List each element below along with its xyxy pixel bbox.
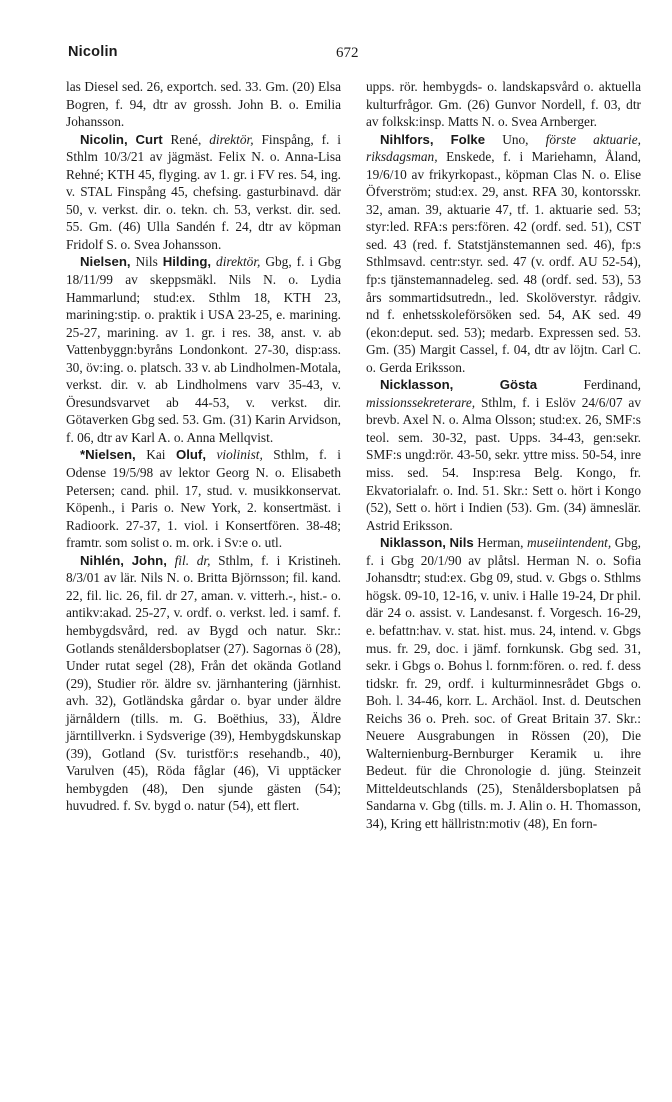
entry-surname: Nicklasson, (380, 377, 454, 393)
entry-text: upps. rör. hembygds- o. landskapsvård o. aktuella kulturfrågor. Gm. (26) Gunvor Nordell, f. 03, dtr av folksk:insp. Matts N. o. Svea Arnberger. (366, 79, 641, 130)
entry-title: direktör, (209, 131, 254, 147)
entry-nihlfors-folke (366, 131, 641, 377)
entry-continuation (66, 78, 341, 131)
entry-text: Enskede, f. i Mariehamn, Åland, 19/6/10 av frikyrkopast., köpman Clas N. o. Elise Öfverström; stud:ex. 29, anst. RFA 30, kontorsskr. 32, aman. 39, aktuarie 47, tf. 1. aktuarie sed. 53; styr:led. RFA:s pers:fören. 42 (ordf. sed. 51), CST sed. 43 (red. f. Statstjänstemannen sed. 46), fp:s Sthlmsavd. centr:styr. sed. 47 (v. ordf. AU 52-54), fp:s tjänstemannadeleg. sed. 48 (ordf. sed. 53), 53 års sommartidsutredn., led. Skolöverstyr. rådgiv. nd f. enhetsskoleförsöken sed. 54, AK sed. 49 (ekon:deput. sed. 53); medarb. Expressen sed. 53. Gm. (35) Margit Cassel, f. 04, dtr av löjtn. Carl C. o. Gerda Eriksson. (366, 149, 641, 375)
entry-text: las Diesel sed. 26, exportch. sed. 33. Gm. (20) Elsa Bogren, f. 94, dtr av grossh. John B. o. Emilia Johansson. (66, 79, 341, 130)
entry-given-rest: René, (162, 131, 210, 147)
entry-given-rest: Uno, (485, 131, 546, 147)
entry-title: violinist, (216, 447, 263, 463)
entry-text: Sthlm, f. i Eslöv 24/6/07 av brevb. Axel N. o. Alma Olsson; stud:ex. 26, SMF:s teol. sem. 30-32, past. Upps. 34-43, gen:sekr. SMF:s ungd:rör. 43-50, sekr. yttre miss. 50-54, inre miss. sed. 54. Insp:resa Belg. Kongo, fr. Ekvatorialafr. o. Ind. 51. Skr.: Sett o. hört i Kongo (52), Sett o. hört i Indien (53). Gm. (34) ämneslär. Astrid Eriksson. (366, 394, 641, 533)
entry-text: Gbg, f. i Gbg 20/1/90 av plåtsl. Herman N. o. Sofia Johansdtr; stud:ex. Gbg 09, stud. v. Gbgs o. Sthlms högsk. 09-10, 12-16, v. univ. i Halle 19-24, Dr phil. där 24 o. assist. v. Landesanst. f. Vorgesch. 16-29, e. befattn:hav. v. stat. hist. mus. 24, intend. v. Gbgs mus. fr. 29, doc. i jämf. fornkunsk. Gbg sed. 31, sekr. i Gbgs o. Bohus l. fornm:fören. o. red. f. dess tidskr. fr. 29, ordf. i kulturminnesrådet Gbgs o. Boh. l. 34-46, korr. L. Archäol. Inst. d. Deutschen Reichs 36 o. Preh. soc. of Great Britain 37. Skr.: Neuere Ausgrabungen in Rössen (20), Die Walternienburg-Bernburger Keramik u. ihre Bedeut. für die Chronologie d. jüng. Steinzeit Mitteldeutschlands (25), Stenåldersboplatsen på Sandarna v. Gbg (tills. m. J. Alin o. H. Thomasson, 34), Kring ett hällristn:motiv (48), En forn- (366, 535, 642, 831)
entry-nielsen-hilding (66, 253, 341, 446)
entry-text: Sthlm, f. i Kristineh. 8/3/01 av lär. Nils N. o. Britta Björnsson; fil. kand. 22, fil. lic. 26, fil. dr 27, aman. v. vitterh.-, hist.- o. antikv:akad. 25-27, v. ordf. o. verkst. led. i samf. f. hembygdsvård, red. av Bygd och natur. Skr.: Gotlands stenåldersboplatser (27). Sagornas ö (28), Under rutat segel (28), Från det okända Gotland (29), Studier rör. äldre sv. järnhantering (järnhist. avh. 32), Gotländska gårdar o. byar under äldre järnåldern (tills. m. G. Boëthius, 33), Äldre järntillverkn. i Sydsverige (39), Hembygdskunskap (39), Gotland (Sv. turistför:s resehandb., 40), Varulven (45), Röda fåglar (46), Vi upptäcker hembygden (48), Den sjunde gästen (54); huvudred. f. Sv. bygd o. natur (54), ett flert. (66, 552, 342, 814)
entry-nicklasson-gosta (366, 376, 641, 534)
entry-given-name: Nils (449, 535, 474, 551)
entry-given-name: Curt (135, 131, 163, 147)
entry-surname: *Nielsen, (80, 447, 136, 463)
right-column (366, 78, 641, 1078)
entry-nielsen-oluf (66, 446, 341, 551)
entry-given-name: Hilding, (162, 254, 212, 270)
entry-niklasson-nils (366, 534, 641, 832)
entry-given-pre: Kai (135, 447, 176, 463)
entry-title: förste aktuarie, riksdagsman, (366, 131, 641, 165)
entry-text: Finspång, f. i Sthlm 10/3/21 av jägmäst. Felix N. o. Anna-Lisa Rehné; KTH 45, flyging. av 1. gr. i FV res. 54, ing. v. STAL Finspång 45, chefsing. gasturbinavd. där 50, v. verkst. dir. o. tekn. ch. 53, verkst. dir. sed. 55. Gm. (46) Ulla Sandén f. 24, dtr av köpman Fridolf S. o. Svea Johansson. (66, 131, 341, 252)
entry-surname: Nihlfors, (380, 131, 434, 147)
entry-given-name: Oluf, (175, 447, 206, 463)
entry-title: missionssekreterare, (366, 394, 476, 410)
entry-given-name: Gösta (499, 377, 538, 393)
entry-nicolin-curt (66, 131, 341, 254)
entry-title: direktör, (216, 254, 261, 270)
entry-surname: Nielsen, (80, 254, 131, 270)
entry-nihlen-john (66, 552, 341, 815)
entry-given-name: John, (131, 552, 167, 568)
entry-given-rest: Ferdinand, (537, 377, 641, 393)
entry-given-pre (124, 553, 132, 568)
page-number: 672 (336, 45, 359, 61)
entry-surname: Nicolin, (80, 131, 128, 147)
entry-given-name: Folke (450, 131, 486, 147)
entry-title: fil. dr, (174, 552, 211, 568)
entry-surname: Niklasson, (380, 535, 446, 551)
entry-continuation (366, 78, 641, 131)
page-header (68, 44, 632, 68)
entry-given-rest: Herman, (473, 535, 528, 551)
text-columns (66, 78, 641, 1078)
left-column (66, 78, 341, 1078)
entry-title: museiintendent, (527, 535, 612, 551)
entry-surname: Nihlén, (80, 552, 124, 568)
running-head: Nicolin (68, 44, 118, 60)
entry-given-pre: Nils (130, 254, 163, 270)
entry-text: Sthlm, f. i Odense 19/5/98 av lektor Georg N. o. Elisabeth Petersen; cand. phil. 17, stud. v. musikkonservat. Köpenh., i Paris o. New York, 2. konsertmäst. i Radioork. 27-37, 1. viol. i Konsertfören. 38-48; framtr. som solist o. m. ork. i Sv:e o. utl. (66, 447, 341, 551)
entry-text: Gbg, f. i Gbg 18/11/99 av skeppsmäkl. Nils N. o. Lydia Hammarlund; stud:ex. Sthlm 18, KTH 23, marining:stip. o. praktik i USA 23-25, e. marining. 25-27, marining. av 1. gr. i res. 38, anst. v. ab Vattenbyggn:byråns Londonkont. 27-30, disp:ass. 30, öv:ing. o. platsch. 33 v. ab Lindholmen-Motala, verkst. dir. v. ab Lindholmens varv 35-43, v. Öresundsvarvet ab 44-53, v. verkst. dir. Götaverken Gbg sed. 53. Gm. (31) Karin Arvidson, f. 06, dtr av Karl A. o. Anna Mellqvist. (66, 254, 341, 445)
